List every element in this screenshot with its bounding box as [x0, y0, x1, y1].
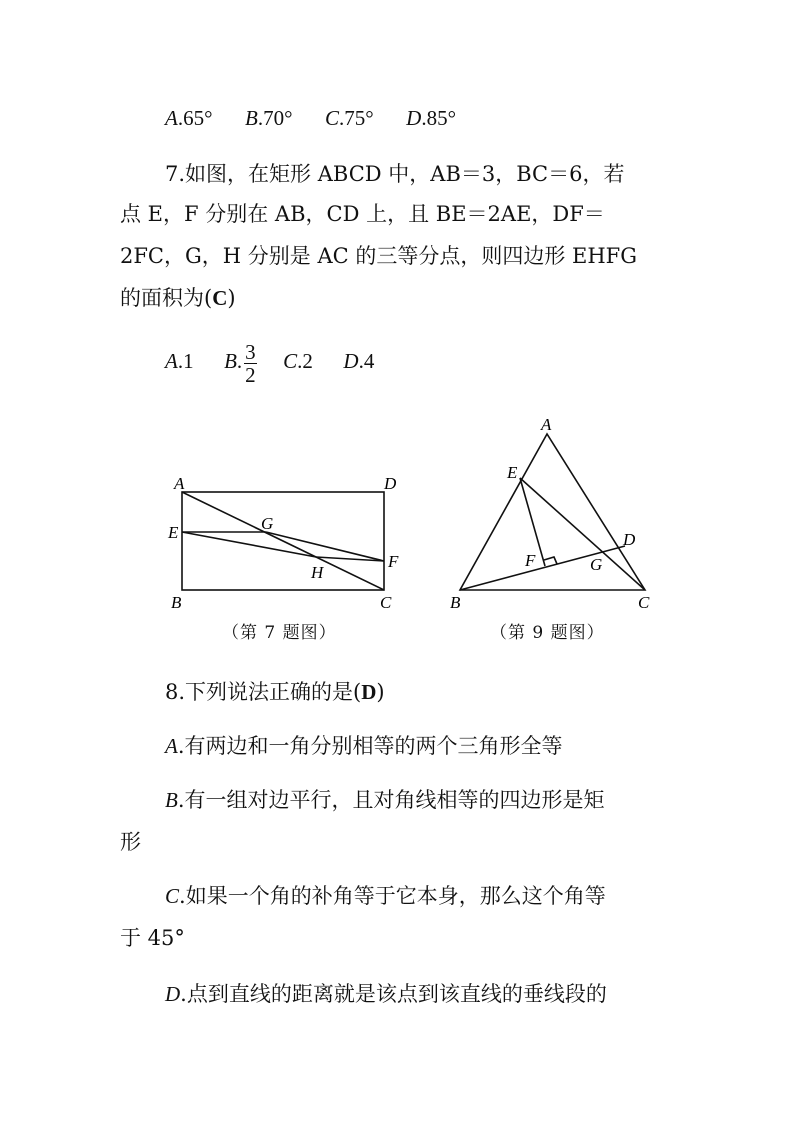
option-letter: C	[165, 884, 180, 908]
option-text: .有两边和一角分别相等的两个三角形全等	[177, 734, 563, 758]
fraction-numerator: 3	[245, 339, 256, 364]
label-f: F	[388, 552, 399, 571]
figure-9-triangle-diagram	[440, 412, 660, 612]
label-g: G	[261, 514, 274, 533]
q8-option-c-line1	[165, 882, 606, 910]
option-letter: B	[244, 106, 258, 130]
option-letter: B	[224, 349, 237, 373]
option-value: .65°	[177, 106, 213, 130]
q8-stem-suffix: )	[376, 680, 385, 704]
label-c: C	[380, 593, 392, 612]
q7-stem-line2: 点 E，F 分别在 AB，CD 上，且 BE＝2AE，DF＝	[120, 202, 605, 226]
option-value: .1	[177, 349, 194, 373]
label-b: B	[450, 593, 461, 612]
option-value: .	[236, 349, 243, 373]
option-value: .2	[297, 349, 313, 373]
option-value: .4	[358, 349, 375, 373]
label-c: C	[638, 593, 650, 612]
label-g: G	[590, 555, 603, 574]
label-d: D	[384, 474, 397, 493]
q8-option-b-line1	[165, 786, 605, 814]
option-letter: C	[283, 349, 298, 373]
option-text: .有一组对边平行，且对角线相等的四边形是矩	[177, 788, 605, 812]
option-value: .70°	[257, 106, 293, 130]
option-letter: B	[165, 788, 178, 812]
option-letter: D	[406, 106, 422, 130]
option-letter: A	[165, 734, 178, 758]
segment-eh	[182, 532, 316, 557]
q7-stem-prefix: 的面积为(	[120, 286, 213, 310]
label-h: H	[311, 563, 324, 582]
triangle-abc	[460, 434, 645, 590]
label-f: F	[525, 551, 536, 570]
q8-option-d-line1	[165, 980, 607, 1008]
q8-option-a	[165, 732, 563, 760]
option-letter: C	[324, 106, 339, 130]
diagonal-ac	[182, 492, 384, 590]
right-angle-mark	[544, 557, 557, 564]
option-letter: A	[165, 349, 178, 373]
q8-answer: D	[361, 680, 377, 704]
q7-stem-suffix: )	[227, 286, 236, 310]
label-a: A	[541, 415, 552, 434]
option-text: .如果一个角的补角等于它本身，那么这个角等	[179, 884, 606, 908]
label-a: A	[174, 474, 185, 493]
label-e: E	[168, 523, 179, 542]
option-letter: D	[343, 349, 359, 373]
q7-stem-line4	[120, 284, 236, 312]
label-d: D	[623, 530, 636, 549]
q7-stem-line3: 2FC，G，H 分别是 AC 的三等分点，则四边形 EHFG	[120, 244, 638, 268]
label-e: E	[507, 463, 518, 482]
figure-7-rectangle-diagram	[160, 470, 410, 615]
q7-stem-line1: 7.如图，在矩形 ABCD 中，AB＝3，BC＝6，若	[165, 162, 625, 186]
option-value: .85°	[421, 106, 456, 130]
option-letter: A	[165, 106, 178, 130]
q7-options	[165, 336, 374, 386]
q8-option-b-line2: 形	[120, 830, 141, 854]
option-text: .点到直线的距离就是该点到该直线的垂线段的	[180, 982, 607, 1006]
option-letter: D	[165, 982, 181, 1006]
q8-option-c-line2: 于 45°	[120, 926, 185, 950]
figure-9-caption: （第 9 题图）	[490, 623, 605, 643]
q7-answer: C	[212, 286, 228, 310]
fraction	[244, 341, 257, 386]
label-b: B	[171, 593, 182, 612]
figure-7-caption: （第 7 题图）	[222, 623, 337, 643]
segment-gf	[266, 532, 384, 561]
q8-stem-prefix: 8.下列说法正确的是(	[165, 680, 362, 704]
fraction-denominator: 2	[245, 362, 256, 387]
option-value: .75°	[338, 106, 374, 130]
q6-options	[165, 104, 456, 132]
q8-stem	[165, 678, 385, 706]
